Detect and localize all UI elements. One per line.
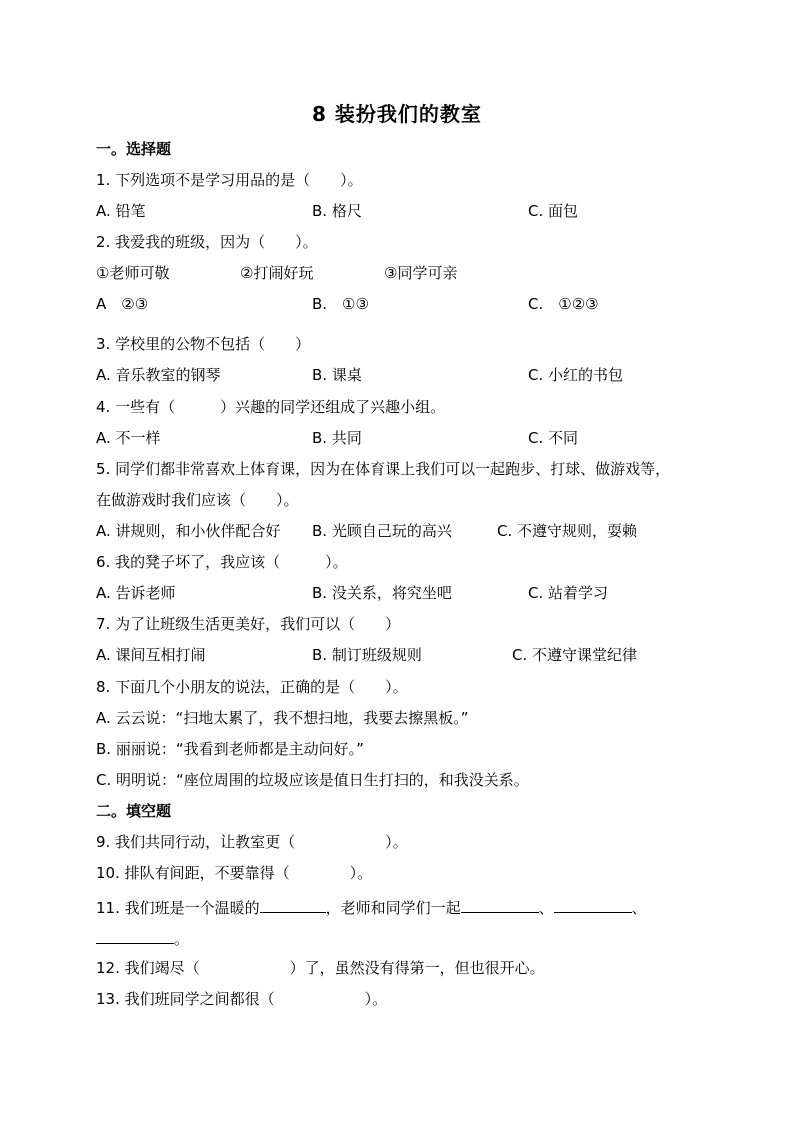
q11-blank-2[interactable] <box>461 896 539 913</box>
question-12: 12. 我们竭尽（ ）了，虽然没有得第一，但也很开心。 <box>96 959 545 977</box>
q11-text-3: 、 <box>538 899 554 917</box>
q3-option-a: A. 音乐教室的钢琴 <box>96 366 221 384</box>
q11-blank-4[interactable] <box>96 927 174 944</box>
question-4: 4. 一些有（ ）兴趣的同学还组成了兴趣小组。 <box>96 398 446 416</box>
q5-option-b: B. 光顾自己玩的高兴 <box>312 522 452 540</box>
q1-option-a: A. 铅笔 <box>96 202 146 220</box>
q6-option-b: B. 没关系，将究坐吧 <box>312 584 452 602</box>
q11-text-4: 、 <box>631 899 647 917</box>
question-9: 9. 我们共同行动，让教室更（ ）。 <box>96 833 408 851</box>
question-6: 6. 我的凳子坏了，我应该（ ）。 <box>96 553 348 571</box>
q1-option-c: C. 面包 <box>528 202 579 220</box>
question-11-line-1 <box>96 896 647 918</box>
question-7: 7. 为了让班级生活更美好，我们可以（ ） <box>96 615 401 633</box>
q4-option-a: A. 不一样 <box>96 429 161 447</box>
question-5-line-2: 在做游戏时我们应该（ ）。 <box>96 491 299 509</box>
section-fill-heading: 二。填空题 <box>96 802 172 820</box>
question-13: 13. 我们班同学之间都很（ ）。 <box>96 990 388 1008</box>
q4-option-c: C. 不同 <box>528 429 579 447</box>
question-3: 3. 学校里的公物不包括（ ） <box>96 335 311 353</box>
question-1: 1. 下列选项不是学习用品的是（ ）。 <box>96 171 363 189</box>
q5-option-a: A. 讲规则，和小伙伴配合好 <box>96 522 281 540</box>
q7-option-a: A. 课间互相打闹 <box>96 646 206 664</box>
q11-text-1: 11. 我们班是一个温暖的 <box>96 899 260 917</box>
q11-text-5: 。 <box>174 930 190 948</box>
question-11-line-2 <box>96 927 189 949</box>
q7-option-c: C. 不遵守课堂纪律 <box>512 646 638 664</box>
q2-option-a: A ②③ <box>96 295 149 313</box>
question-10: 10. 排队有间距，不要靠得（ ）。 <box>96 864 373 882</box>
question-5-line-1: 5. 同学们都非常喜欢上体育课，因为在体育课上我们可以一起跑步、打球、做游戏等， <box>96 460 671 478</box>
q2-statement-2: ②打闹好玩 <box>240 264 314 282</box>
q5-option-c: C. 不遵守规则，耍赖 <box>497 522 638 540</box>
question-8: 8. 下面几个小朋友的说法，正确的是（ ）。 <box>96 678 408 696</box>
q2-option-b: B. ①③ <box>312 295 369 313</box>
section-choice-heading: 一。选择题 <box>96 140 172 158</box>
q6-option-a: A. 告诉老师 <box>96 584 176 602</box>
q11-blank-1[interactable] <box>260 896 326 913</box>
question-2: 2. 我爱我的班级，因为（ ）。 <box>96 233 318 251</box>
q8-option-a: A. 云云说：“扫地太累了，我不想扫地，我要去擦黑板。” <box>96 709 469 727</box>
q11-blank-3[interactable] <box>554 896 632 913</box>
q4-option-b: B. 共同 <box>312 429 362 447</box>
q2-statement-3: ③同学可亲 <box>384 264 458 282</box>
q11-text-2: ，老师和同学们一起 <box>325 899 461 917</box>
q3-option-c: C. 小红的书包 <box>528 366 624 384</box>
page-title: 8 装扮我们的教室 <box>312 102 482 126</box>
q7-option-b: B. 制订班级规则 <box>312 646 422 664</box>
q2-option-c: C. ①②③ <box>528 295 599 313</box>
q6-option-c: C. 站着学习 <box>528 584 609 602</box>
q1-option-b: B. 格尺 <box>312 202 362 220</box>
q8-option-c: C. 明明说：“座位周围的垃圾应该是值日生打扫的，和我没关系。 <box>96 771 529 789</box>
q8-option-b: B. 丽丽说：“我看到老师都是主动问好。” <box>96 740 364 758</box>
q2-statement-1: ①老师可敬 <box>96 264 170 282</box>
q3-option-b: B. 课桌 <box>312 366 362 384</box>
